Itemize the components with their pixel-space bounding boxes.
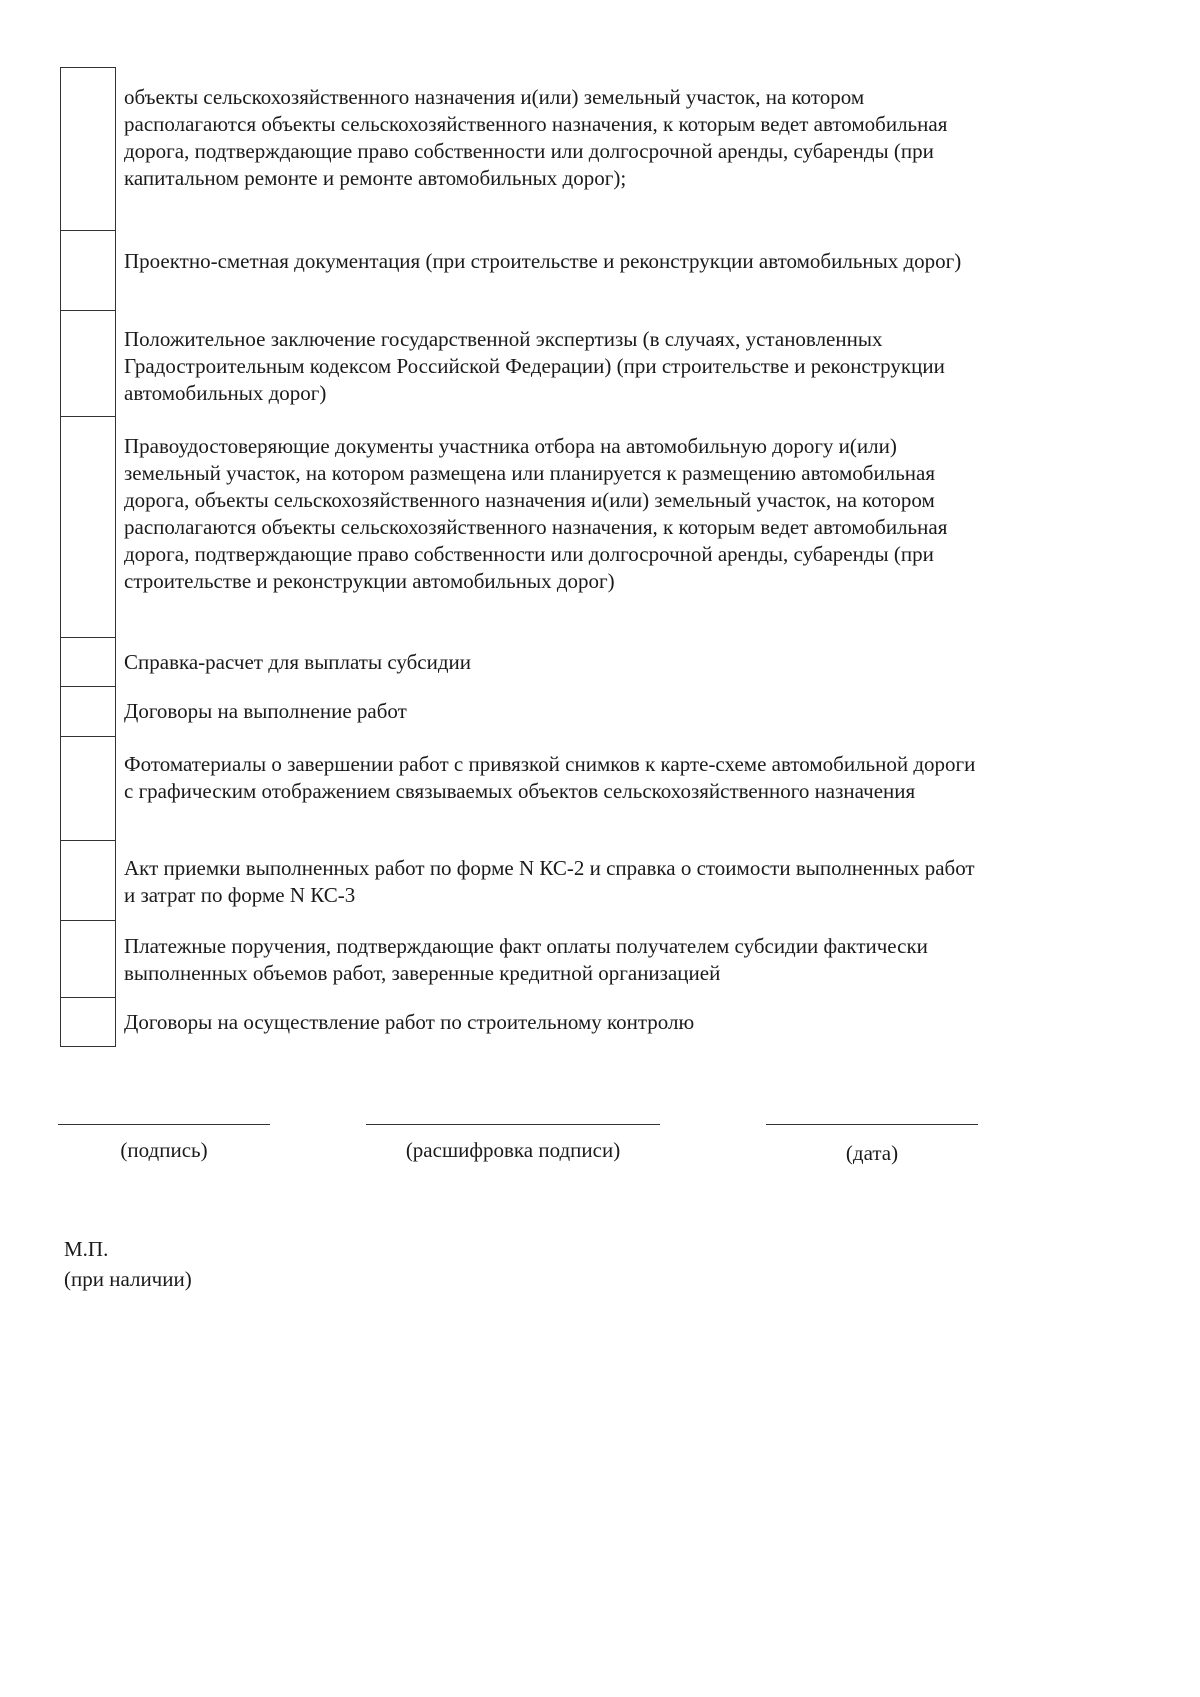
signature-decoding-line — [366, 1124, 660, 1125]
checkbox[interactable] — [60, 840, 116, 920]
signature-line — [58, 1124, 270, 1125]
checklist-row — [60, 920, 980, 997]
checklist-item-label: Договоры на осуществление работ по строительному контролю — [124, 1010, 695, 1034]
checklist-item-label: Проектно-сметная документация (при строительстве и реконструкции автомобильных дорог) — [124, 249, 962, 273]
stamp-note: (при наличии) — [64, 1267, 192, 1291]
checklist-item-label: Положительное заключение государственной экспертизы (в случаях, установленных Градостроительным кодексом Российской Федерации) (при строительстве и реконструкции автомобильных дорог) — [124, 327, 945, 405]
checklist-item-label: Фотоматериалы о завершении работ с привязкой снимков к карте-схеме автомобильной дороги с графическим отображением связываемых объектов сельскохозяйственного назначения — [124, 752, 976, 803]
signature-field[interactable] — [58, 1124, 270, 1164]
signature-decoding-caption: (расшифровка подписи) — [405, 1138, 621, 1162]
checklist-row — [60, 310, 980, 416]
signature-caption: (подпись) — [120, 1138, 208, 1162]
checklist-row — [60, 416, 980, 637]
checklist-item-label: Справка-расчет для выплаты субсидии — [124, 650, 472, 674]
checkbox[interactable] — [60, 637, 116, 686]
checkbox[interactable] — [60, 230, 116, 310]
date-line — [766, 1124, 978, 1125]
checklist-item-label: Акт приемки выполненных работ по форме N КС-2 и справка о стоимости выполненных работ и затрат по форме N КС-3 — [124, 856, 975, 907]
checklist-row — [60, 686, 980, 736]
checklist-item-label: объекты сельскохозяйственного назначения и(или) земельный участок, на котором располагаются объекты сельскохозяйственного назначения, к которым ведет автомобильная дорога, подтверждающие право собственности или долгосрочной аренды, субаренды (при капитальном ремонте и ремонте автомобильных дорог); — [124, 85, 948, 190]
checkbox[interactable] — [60, 920, 116, 997]
checkbox[interactable] — [60, 736, 116, 840]
checklist-item-label: Договоры на выполнение работ — [124, 699, 407, 723]
checklist-row — [60, 736, 980, 840]
date-caption: (дата) — [845, 1141, 899, 1165]
signature-block — [58, 1124, 988, 1184]
date-field[interactable] — [766, 1124, 978, 1167]
stamp-block — [64, 1234, 192, 1294]
document-checklist — [60, 67, 980, 1047]
checkbox[interactable] — [60, 416, 116, 637]
checkbox[interactable] — [60, 686, 116, 736]
checklist-row — [60, 997, 980, 1047]
checklist-row — [60, 230, 980, 310]
checklist-row — [60, 840, 980, 920]
checkbox[interactable] — [60, 997, 116, 1047]
checklist-row — [60, 67, 980, 230]
checklist-item-label: Платежные поручения, подтверждающие факт оплаты получателем субсидии фактически выполненных объемов работ, заверенные кредитной организацией — [124, 934, 928, 985]
checklist-item-label: Правоудостоверяющие документы участника отбора на автомобильную дорогу и(или) земельный участок, на котором размещена или планируется к размещению автомобильная дорога, объекты сельскохозяйственного назначения и(или) земельный участок, на котором располагаются объекты сельскохозяйственного назначения, к которым ведет автомобильная дорога, подтверждающие право собственности или долгосрочной аренды, субаренды (при строительстве и реконструкции автомобильных дорог) — [124, 434, 948, 593]
signature-decoding-field[interactable] — [366, 1124, 660, 1164]
checkbox[interactable] — [60, 67, 116, 230]
checklist-row — [60, 637, 980, 686]
checkbox[interactable] — [60, 310, 116, 416]
stamp-label: М.П. — [64, 1237, 109, 1261]
